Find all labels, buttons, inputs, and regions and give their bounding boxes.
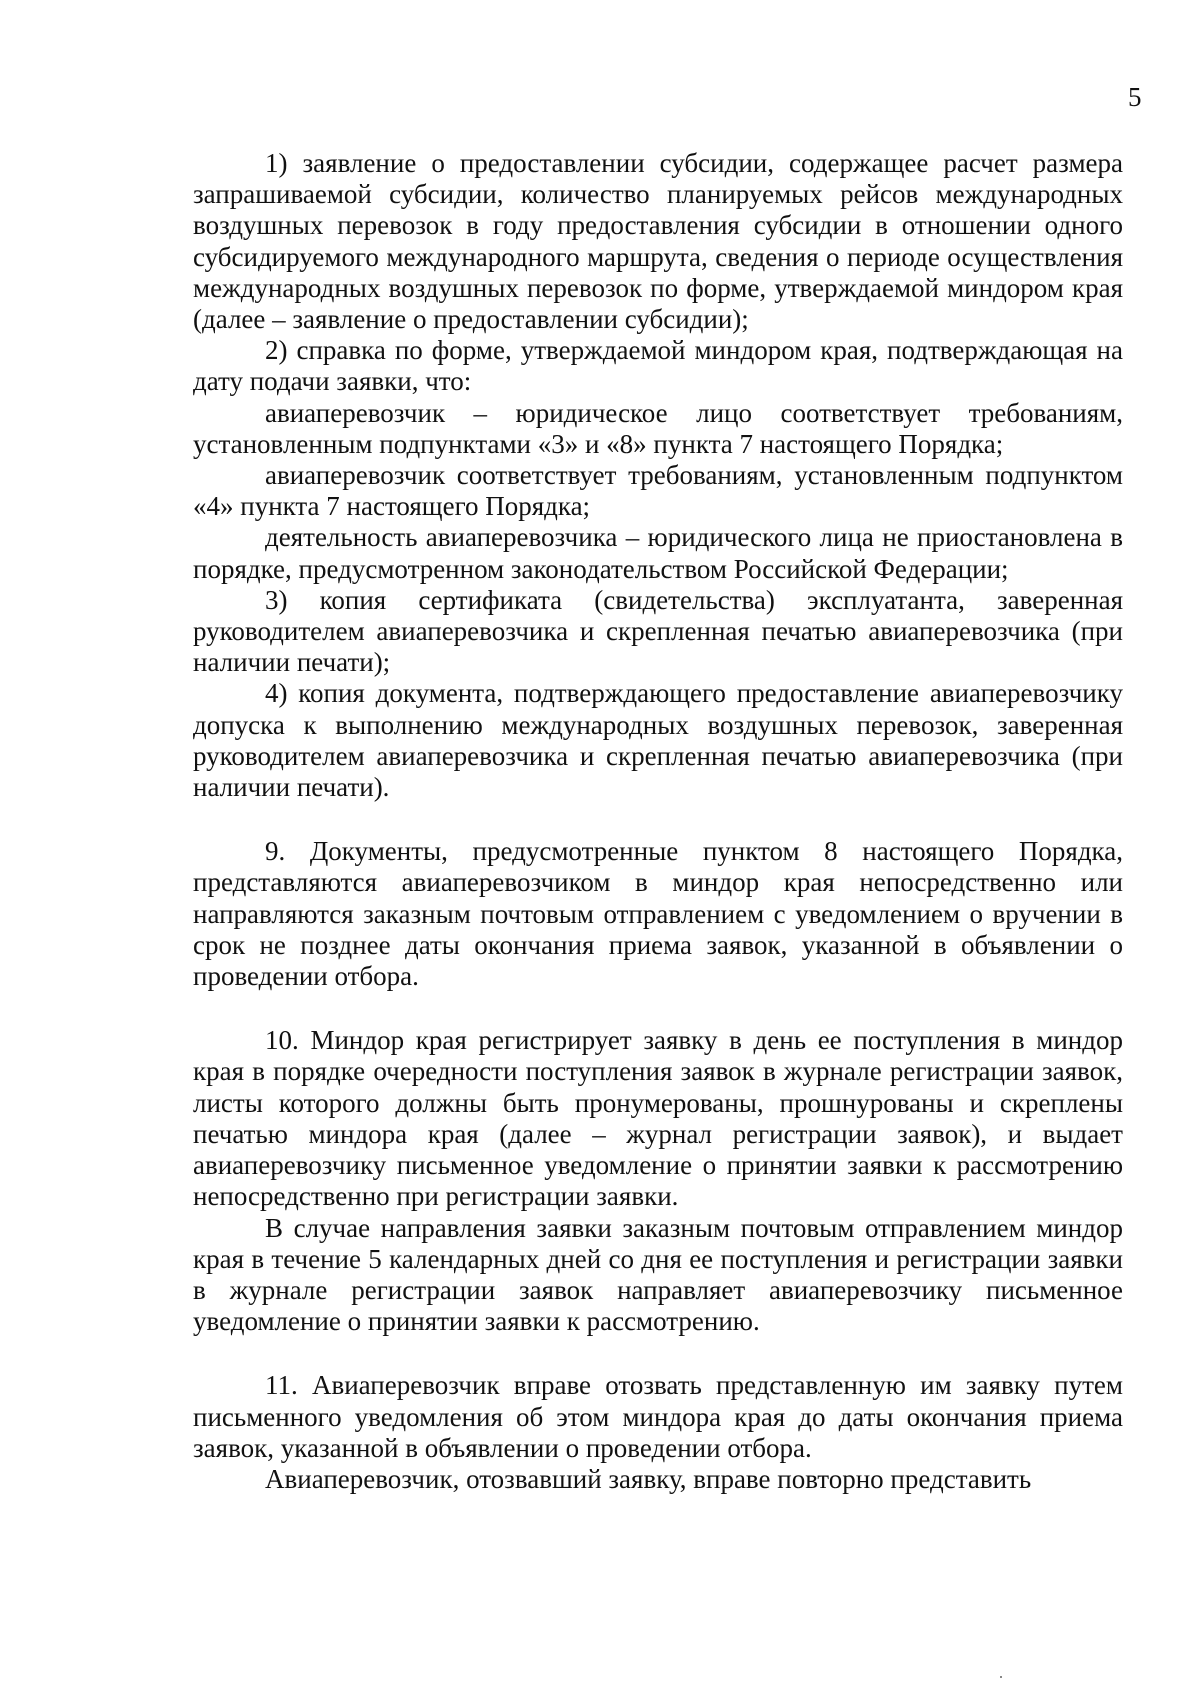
paragraph-requirements-4: авиаперевозчик соответствует требованиям, установленным подпунктом «4» пункта 7 настоящего Порядка; — [193, 460, 1123, 522]
scan-dot — [1000, 1676, 1002, 1678]
paragraph-item-3-operator-certificate: 3) копия сертификата (свидетельства) эксплуатанта, заверенная руководителем авиаперевозчика и скрепленная печатью авиаперевозчика (при наличии печати); — [193, 584, 1123, 678]
body-text — [193, 148, 1123, 1495]
paragraph-section-10: 10. Миндор края регистрирует заявку в день ее поступления в миндор края в порядке очередности поступления заявок в журнале регистрации заявок, листы которого должны быть пронумерованы, прошнурованы и скреплены печатью миндора края (далее – журнал регистрации заявок), и выдает авиаперевозчику письменное уведомление о принятии заявки к рассмотрению непосредственно при регистрации заявки. — [193, 1025, 1123, 1212]
paragraph-item-2-certificate: 2) справка по форме, утверждаемой миндором края, подтверждающая на дату подачи заявки, что: — [193, 335, 1123, 397]
paragraph-requirements-3-8: авиаперевозчик – юридическое лицо соответствует требованиям, установленным подпунктами «3» и «8» пункта 7 настоящего Порядка; — [193, 397, 1123, 459]
page-number: 5 — [1128, 82, 1142, 112]
paragraph-section-11: 11. Авиаперевозчик вправе отозвать представленную им заявку путем письменного уведомления об этом миндора края до даты окончания приема заявок, указанной в объявлении о проведении отбора. — [193, 1370, 1123, 1463]
paragraph-activity-not-suspended: деятельность авиаперевозчика – юридического лица не приостановлена в порядке, предусмотренном законодательством Российской Федерации; — [193, 522, 1123, 584]
paragraph-item-1-application: 1) заявление о предоставлении субсидии, содержащее расчет размера запрашиваемой субсидии, количество планируемых рейсов международных воздушных перевозок в году предоставления субсидии в отношении одного субсидируемого международного маршрута, сведения о периоде осуществления международных воздушных перевозок по форме, утверждаемой миндором края (далее – заявление о предоставлении субсидии); — [193, 148, 1123, 335]
paragraph-section-10-mail: В случае направления заявки заказным почтовым отправлением миндор края в течение 5 календарных дней со дня ее поступления и регистрации заявки в журнале регистрации заявок направляет авиаперевозчику письменное уведомление о принятии заявки к рассмотрению. — [193, 1212, 1123, 1337]
paragraph-section-11-resubmit: Авиаперевозчик, отозвавший заявку, вправе повторно представить — [265, 1463, 1032, 1494]
paragraph-section-9: 9. Документы, предусмотренные пунктом 8 настоящего Порядка, представляются авиаперевозчиком в миндор края непосредственно или направляются заказным почтовым отправлением с уведомлением о вручении в срок не позднее даты окончания приема заявок, указанной в объявлении о проведении отбора. — [193, 836, 1123, 992]
paragraph-item-4-admission-document: 4) копия документа, подтверждающего предоставление авиаперевозчику допуска к выполнению международных воздушных перевозок, заверенная руководителем авиаперевозчика и скрепленная печатью авиаперевозчика (при наличии печати). — [193, 678, 1123, 803]
